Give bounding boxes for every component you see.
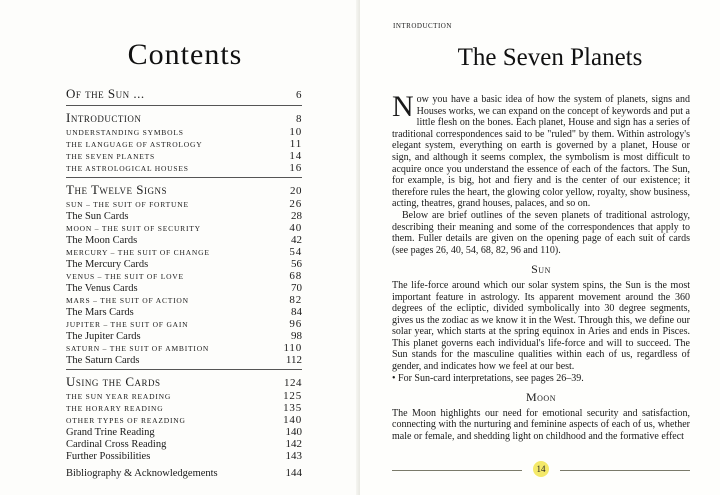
toc-entry-label: THE SUN YEAR READING [66, 392, 172, 401]
intro-paragraph-2: Below are brief outlines of the seven planets of traditional astrology, describing their meaning and some of the correspondences that apply to them. Fuller details are given on the opening page of each suit of cards (see pages 26, 40, 54, 68, 82, 96 and 110). [392, 209, 690, 256]
toc-entry-page: 20 [290, 185, 302, 197]
toc-entry-label: SUN – THE SUIT OF FORTUNE [66, 200, 189, 209]
toc-entry[interactable] [66, 426, 302, 438]
toc-entry-label: Using the Cards [66, 374, 161, 389]
toc-entry-page: 10 [289, 126, 302, 138]
toc-entry[interactable] [66, 182, 302, 198]
toc-entry[interactable] [66, 342, 302, 354]
toc-entry-page: 54 [289, 246, 302, 258]
toc-entry[interactable] [66, 450, 302, 462]
toc-entry-label: The Twelve Signs [66, 182, 168, 197]
toc-entry-page: 26 [289, 198, 302, 210]
toc-entry-label: MERCURY – THE SUIT OF CHANGE [66, 248, 210, 257]
contents-title: Contents [127, 38, 243, 71]
toc-divider [66, 369, 302, 370]
toc-entry-label: The Mercury Cards [66, 259, 149, 270]
page-footer [392, 460, 690, 480]
toc-entry-label: The Moon Cards [66, 235, 138, 246]
running-head: INTRODUCTION [393, 22, 452, 30]
toc-entry-page: 28 [291, 210, 302, 222]
moon-paragraph: The Moon highlights our need for emotional security and satisfaction, connecting with the nurturing and feminine aspects of each of us, whether male or female, and shedding light on childhood and the formative effect [392, 407, 690, 443]
moon-heading: Moon [525, 390, 556, 405]
toc-entry-page: 110 [283, 342, 302, 354]
toc-entry[interactable] [66, 86, 302, 102]
sun-crossref: • For Sun-card interpretations, see pages 26–39. [392, 372, 584, 384]
toc-entry-label: The Mars Cards [66, 307, 134, 318]
toc-entry-label: OTHER TYPES OF REAZDING [66, 416, 186, 425]
drop-cap: N [392, 90, 414, 123]
toc-entry-label: The Jupiter Cards [66, 331, 141, 342]
toc-entry[interactable] [66, 374, 302, 390]
toc-entry[interactable] [66, 402, 302, 414]
toc-entry-label: Bibliography & Acknowledgements [66, 468, 218, 479]
toc-entry-label: MARS – THE SUIT OF ACTION [66, 296, 189, 305]
toc-divider [66, 105, 302, 106]
toc-entry-page: 6 [296, 89, 302, 101]
toc-entry-page: 140 [283, 414, 302, 426]
toc-entry-label: THE SEVEN PLANETS [66, 152, 156, 161]
toc-entry-page: 14 [289, 150, 302, 162]
chapter-title: The Seven Planets [457, 44, 643, 71]
toc-entry-page: 140 [285, 426, 302, 438]
toc-entry-page: 56 [291, 258, 302, 270]
toc-entry[interactable] [66, 354, 302, 366]
toc-entry-page: 125 [283, 390, 302, 402]
toc-entry-page: 144 [285, 467, 302, 479]
toc-entry[interactable] [66, 282, 302, 294]
toc-entry-label: VENUS – THE SUIT OF LOVE [66, 272, 184, 281]
toc-entry[interactable] [66, 318, 302, 330]
toc-entry-page: 82 [289, 294, 302, 306]
footer-rule-left [392, 470, 522, 471]
toc-entry-label: Introduction [66, 110, 142, 125]
toc-entry-page: 135 [283, 402, 302, 414]
toc-entry[interactable] [66, 210, 302, 222]
chapter-body [392, 90, 690, 443]
toc-entry[interactable] [66, 258, 302, 270]
sun-heading: Sun [531, 262, 551, 277]
toc-entry-page: 124 [284, 377, 302, 389]
sun-paragraph: The life-force around which our solar system spins, the Sun is the most important feature in astrology. Its apparent movement around the 360 degrees of the ecliptic, divided symbolically into 30 degree segments, gives us the zodiac as we know it in the West. Through this, we define our solar year, which starts at the spring equinox in Aries and ends in Pisces. This planet governs each individual's life-force and will to succeed. The Sun stands for the masculine qualities within each of us, regardless of gender, and indicates how we feel at our best. [392, 279, 690, 373]
toc-entry-label: The Sun Cards [66, 211, 129, 222]
toc-entry[interactable] [66, 306, 302, 318]
toc-entry-page: 96 [289, 318, 302, 330]
toc-entry-label: The Saturn Cards [66, 355, 140, 366]
toc-entry[interactable] [66, 414, 302, 426]
toc-entry-label: Of the Sun ... [66, 86, 145, 101]
toc-entry-page: 143 [285, 450, 302, 462]
toc-entry[interactable] [66, 438, 302, 450]
toc-entry[interactable] [66, 270, 302, 282]
toc-entry-label: THE HORARY READING [66, 404, 164, 413]
toc-entry[interactable] [66, 390, 302, 402]
toc-entry-label: JUPITER – THE SUIT OF GAIN [66, 320, 189, 329]
toc-entry-label: SATURN – THE SUIT OF AMBITION [66, 344, 210, 353]
toc-entry[interactable] [66, 162, 302, 174]
toc-entry-page: 84 [291, 306, 302, 318]
toc-entry[interactable] [66, 234, 302, 246]
intro-text: ow you have a basic idea of how the system of planets, signs and Houses works, we can expand on the concept of keywords and put a little flesh on the bones. Each planet, House and sign has a series of traditional correspondences said to be "ruled" by them. Within astrology's elegant system, everything on earth is governed by a planet, House or sign, and although it seems complex, the symbolism is most difficult to acquire once you understand the essence of each of the factors. The Sun, for example, is big, hot and fiery and is the center of our existence; it therefore rules the heart, the glowing color yellow, royalty, show business, acting, theatres, grand houses, palaces, and so on. [392, 94, 690, 210]
toc-entry[interactable] [66, 246, 302, 258]
toc-entry-page: 16 [289, 162, 302, 174]
toc-entry-label: THE LANGUAGE OF ASTROLOGY [66, 140, 203, 149]
toc-entry-page: 40 [289, 222, 302, 234]
page-number: 14 [533, 461, 549, 477]
toc-entry-page: 70 [291, 282, 302, 294]
toc-entry[interactable] [66, 294, 302, 306]
toc-entry-label: Further Possibilities [66, 451, 151, 462]
toc-entry-label: Grand Trine Reading [66, 427, 155, 438]
toc-entry-page: 11 [289, 138, 302, 150]
toc-entry-label: The Venus Cards [66, 283, 138, 294]
toc-entry-page: 42 [291, 234, 302, 246]
table-of-contents [66, 82, 302, 479]
toc-entry[interactable] [66, 138, 302, 150]
toc-entry[interactable] [66, 198, 302, 210]
toc-entry-label: THE ASTROLOGICAL HOUSES [66, 164, 189, 173]
toc-entry-page: 142 [285, 438, 302, 450]
toc-entry-label: MOON – THE SUIT OF SECURITY [66, 224, 201, 233]
toc-entry-page: 68 [289, 270, 302, 282]
toc-entry[interactable] [66, 467, 302, 479]
toc-divider [66, 177, 302, 178]
toc-entry-label: UNDERSTANDING SYMBOLS [66, 128, 184, 137]
intro-paragraph [392, 90, 690, 210]
toc-entry[interactable] [66, 110, 302, 126]
toc-entry-page: 8 [296, 113, 302, 125]
toc-entry-page: 98 [291, 330, 302, 342]
footer-rule-right [560, 470, 690, 471]
toc-entry[interactable] [66, 222, 302, 234]
toc-entry[interactable] [66, 330, 302, 342]
toc-entry-page: 112 [285, 354, 302, 366]
toc-entry-label: Cardinal Cross Reading [66, 439, 167, 450]
toc-entry[interactable] [66, 150, 302, 162]
toc-entry[interactable] [66, 126, 302, 138]
